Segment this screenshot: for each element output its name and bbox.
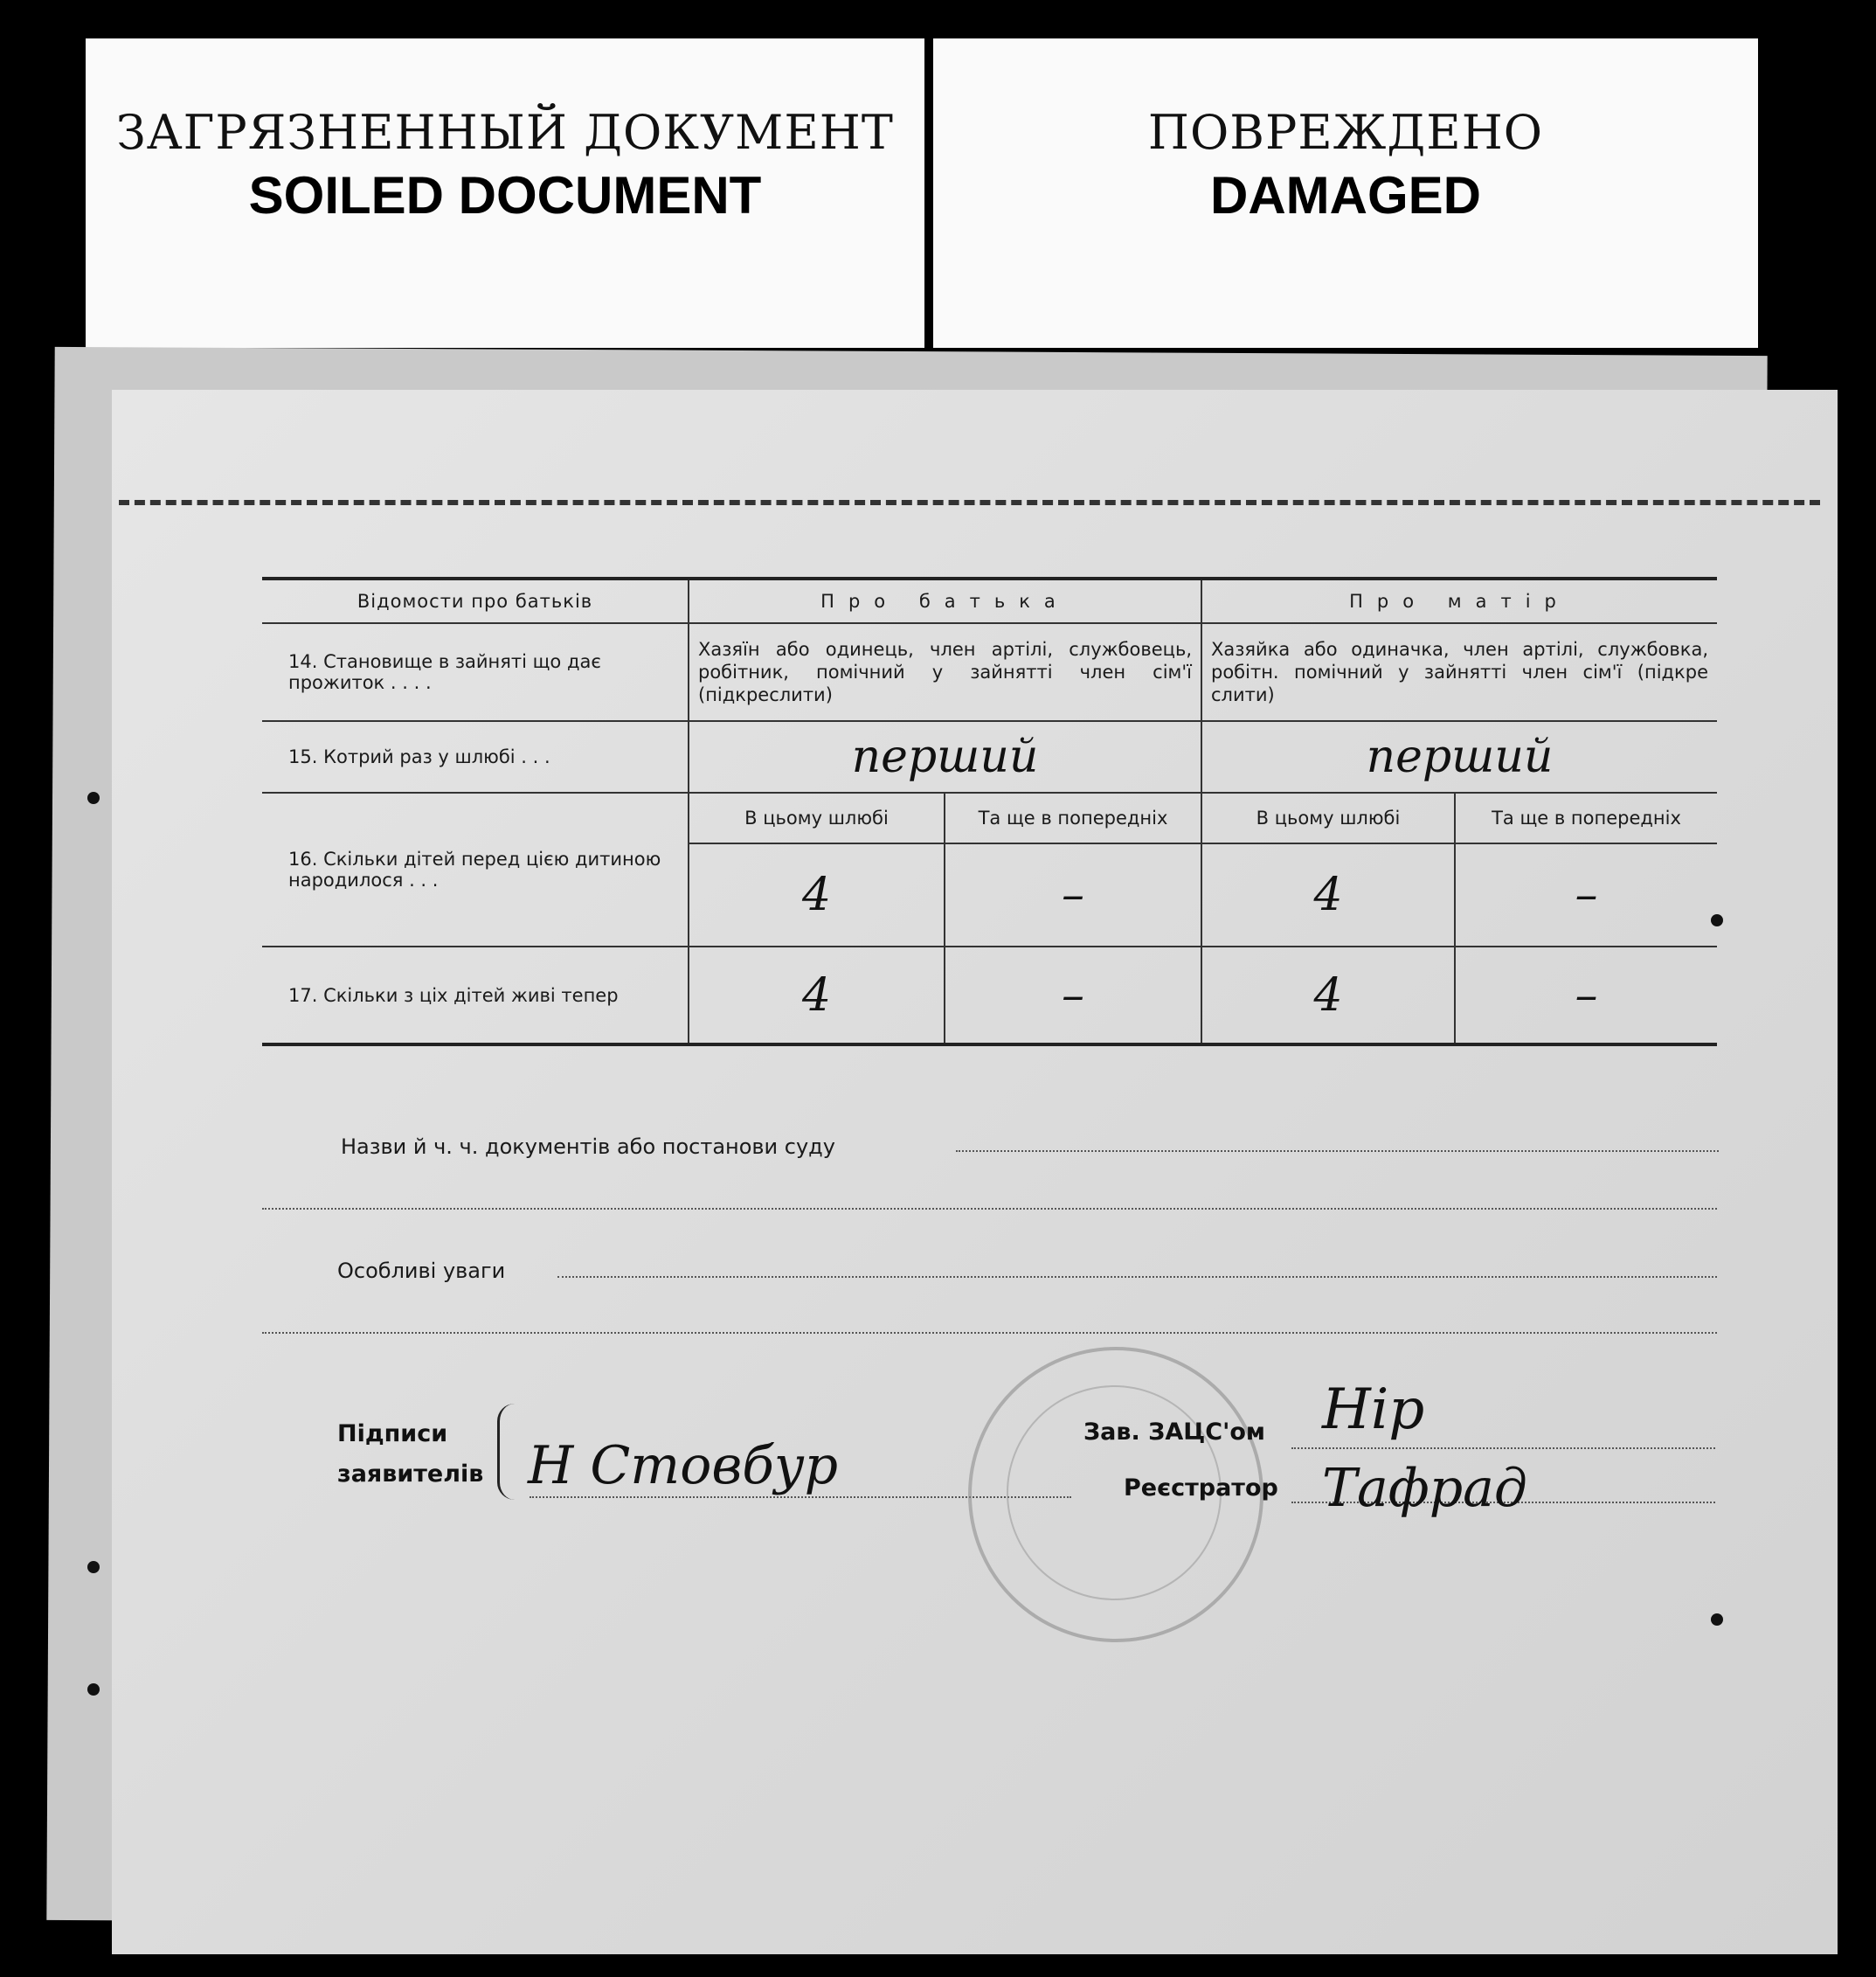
form-sheet xyxy=(112,390,1838,1954)
soiled-document-label xyxy=(86,38,924,348)
notes-line-2 xyxy=(262,1332,1717,1334)
mother-children-living-this: 4 xyxy=(1201,947,1455,1044)
soiled-label-ru: ЗАГРЯЗНЕННЫЙ ДОКУМЕНТ xyxy=(116,105,894,160)
signature-brace xyxy=(497,1404,526,1500)
punch-hole xyxy=(87,1683,100,1696)
damaged-document-label xyxy=(933,38,1758,348)
mother-marriage-count: перший xyxy=(1201,721,1717,793)
question-15: 15. Котрий раз у шлюбі . . . xyxy=(262,721,689,793)
documents-line-2 xyxy=(262,1208,1717,1210)
documents-line xyxy=(956,1150,1719,1152)
head-label: Зав. ЗАЦС'ом xyxy=(1083,1419,1265,1446)
subheader-mother-previous: Та ще в попередніх xyxy=(1455,793,1717,843)
head-signature-line xyxy=(1291,1447,1715,1449)
father-children-living-this: 4 xyxy=(689,947,945,1044)
mother-children-born-this: 4 xyxy=(1201,843,1455,947)
parents-info-table xyxy=(262,577,1717,1046)
applicants-label-line1: Підписи xyxy=(337,1420,448,1447)
mother-occupation-options: Хазяйка або одиначка, член артілі, службовка, робітн. помічний у зайнятті член сім'ї (підкре слити) xyxy=(1201,623,1717,721)
punch-hole xyxy=(1711,1613,1723,1626)
father-children-living-previous: – xyxy=(945,947,1201,1044)
punch-hole xyxy=(87,792,100,804)
table-header-mother: Про матір xyxy=(1201,579,1717,623)
documents-label: Назви й ч. ч. документів або постанови суду xyxy=(341,1134,835,1159)
subheader-mother-this: В цьому шлюбі xyxy=(1201,793,1455,843)
registrar-signature: Тафрад xyxy=(1322,1458,1527,1519)
punch-hole xyxy=(87,1561,100,1573)
question-16: 16. Скільки дітей перед цією дитиною народилося . . . xyxy=(262,793,689,947)
mother-children-born-previous: – xyxy=(1455,843,1717,947)
damaged-label-ru: ПОВРЕЖДЕНО xyxy=(1147,105,1544,160)
notes-label: Особливі уваги xyxy=(337,1259,506,1283)
notes-line xyxy=(557,1276,1717,1278)
question-17: 17. Скільки з ціх дітей живі тепер xyxy=(262,947,689,1044)
mother-children-living-previous: – xyxy=(1455,947,1717,1044)
registrar-label: Реєстратор xyxy=(1124,1474,1278,1502)
subheader-father-previous: Та ще в попередніх xyxy=(945,793,1201,843)
subheader-father-this: В цьому шлюбі xyxy=(689,793,945,843)
damaged-label-en: DAMAGED xyxy=(1210,166,1481,225)
table-header-info: Відомости про батьків xyxy=(262,579,689,623)
perforation-line xyxy=(119,500,1820,505)
applicant-signature: Н Стовбур xyxy=(528,1435,839,1496)
head-signature: Нір xyxy=(1322,1377,1425,1442)
question-14: 14. Становище в зайняті що дає прожиток . . . . xyxy=(262,623,689,721)
father-children-born-this: 4 xyxy=(689,843,945,947)
soiled-label-en: SOILED DOCUMENT xyxy=(248,166,762,225)
applicants-signature-label xyxy=(337,1414,483,1495)
applicants-label-line2: заявителів xyxy=(337,1460,484,1488)
father-occupation-options: Хазяїн або одинець, член артілі, службовець, робітник, помічний у зайнятті член сім'ї (підкреслити) xyxy=(689,623,1201,721)
father-children-born-previous: – xyxy=(945,843,1201,947)
father-marriage-count: перший xyxy=(689,721,1201,793)
table-header-father: Про батька xyxy=(689,579,1201,623)
